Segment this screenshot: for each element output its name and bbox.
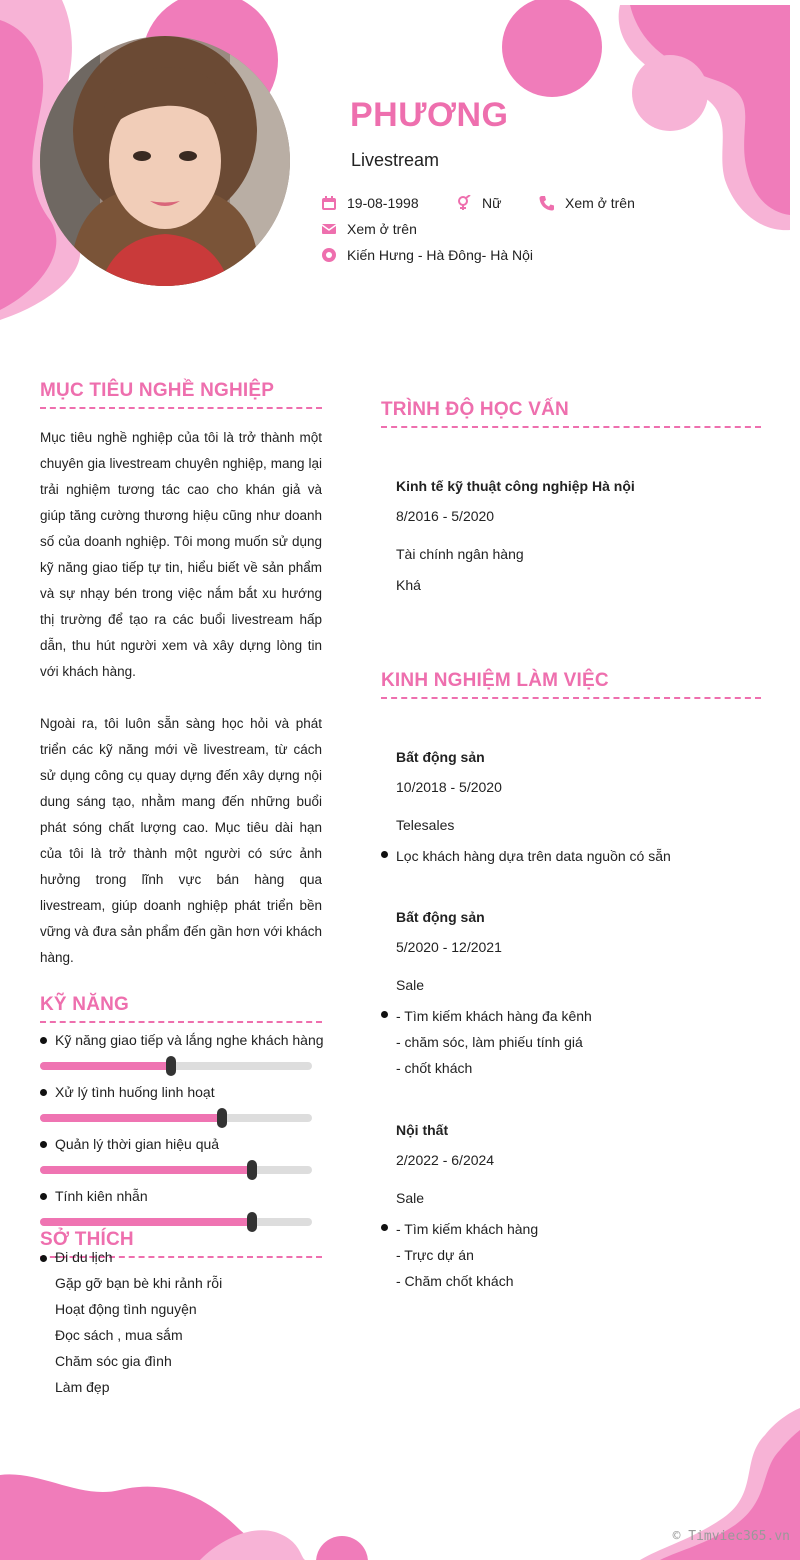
hobbies-title: SỞ THÍCH xyxy=(40,1229,322,1258)
hobby-item: Gặp gỡ bạn bè khi rảnh rỗi xyxy=(55,1275,223,1291)
calendar-icon xyxy=(321,195,337,211)
job-detail: Lọc khách hàng dựa trên data nguồn có sẵn xyxy=(396,848,671,864)
address-value: Kiến Hưng - Hà Đông- Hà Nội xyxy=(347,247,534,263)
job-detail-bullet xyxy=(381,1224,388,1231)
skill-bar-knob xyxy=(247,1160,257,1180)
job-company: Bất động sản xyxy=(396,749,485,765)
phone-icon xyxy=(539,195,555,211)
job-period: 2/2022 - 6/2024 xyxy=(396,1152,495,1168)
gender-icon xyxy=(456,195,472,211)
job-period: 5/2020 - 12/2021 xyxy=(396,939,502,955)
skill-bar xyxy=(40,1166,312,1174)
skill-bar-knob xyxy=(217,1108,227,1128)
job-period: 10/2018 - 5/2020 xyxy=(396,779,502,795)
skill-bar-fill xyxy=(40,1114,222,1122)
job-company: Bất động sản xyxy=(396,909,485,925)
skill-bar-fill xyxy=(40,1062,171,1070)
job-role: Sale xyxy=(396,1190,425,1206)
candidate-name: PHƯƠNG xyxy=(350,96,509,134)
skill-bar-fill xyxy=(40,1218,252,1226)
email-value: Xem ở trên xyxy=(347,221,417,237)
hobby-bullet xyxy=(40,1255,47,1262)
address-field xyxy=(321,247,533,263)
education-major: Tài chính ngân hàng xyxy=(396,546,524,562)
phone-value: Xem ở trên xyxy=(565,195,635,211)
job-role: Telesales xyxy=(396,817,455,833)
job-detail: - Tìm kiếm khách hàng xyxy=(396,1221,539,1237)
location-icon xyxy=(321,247,337,263)
experience-title: KINH NGHIỆM LÀM VIỆC xyxy=(381,670,761,699)
gender-value: Nữ xyxy=(482,195,502,211)
skill-name: Tính kiên nhẫn xyxy=(55,1188,148,1204)
education-grade: Khá xyxy=(396,577,421,593)
job-company: Nội thất xyxy=(396,1122,449,1138)
skill-bullet xyxy=(40,1089,47,1096)
objective-paragraph-2: Ngoài ra, tôi luôn sẵn sàng học hỏi và phát triển các kỹ năng mới về livestream, từ cách sử dụng công cụ quay dựng đến xây dựng nội dung sáng tạo, nhằm mang đến những buổi phát sóng chất lượng cao. Mục tiêu dài hạn của tôi là trở thành một người có sức ảnh hưởng trong lĩnh vực bán hàng qua livestream, giúp doanh nghiệp phát triển bền vững và đưa sản phẩm đến gần hơn với khách hàng. xyxy=(40,716,322,965)
job-detail: - Trực dự án xyxy=(396,1247,474,1263)
education-title: TRÌNH ĐỘ HỌC VẤN xyxy=(381,399,761,428)
objective-title: MỤC TIÊU NGHỀ NGHIỆP xyxy=(40,380,322,409)
watermark: © Timviec365.vn xyxy=(672,1529,790,1544)
skill-bullet xyxy=(40,1141,47,1148)
education-school: Kinh tế kỹ thuật công nghiệp Hà nội xyxy=(396,478,635,494)
dob-field xyxy=(321,195,419,211)
dob-value: 19-08-1998 xyxy=(347,195,419,211)
skill-name: Xử lý tình huống linh hoạt xyxy=(55,1084,215,1100)
hobby-item: Đọc sách , mua sắm xyxy=(55,1327,183,1343)
skill-name: Kỹ năng giao tiếp và lắng nghe khách hàng xyxy=(55,1032,324,1048)
skill-bar xyxy=(40,1062,312,1070)
skill-name: Quản lý thời gian hiệu quả xyxy=(55,1136,220,1152)
job-detail-bullet xyxy=(381,1011,388,1018)
job-detail: - Tìm kiếm khách hàng đa kênh xyxy=(396,1008,592,1024)
job-detail: - chốt khách xyxy=(396,1060,473,1076)
skill-bullet xyxy=(40,1193,47,1200)
hobby-item: Làm đẹp xyxy=(55,1379,110,1395)
skill-bar-fill xyxy=(40,1166,252,1174)
hobby-item: Chăm sóc gia đình xyxy=(55,1353,172,1369)
job-detail: - chăm sóc, làm phiếu tính giá xyxy=(396,1034,583,1050)
skill-bullet xyxy=(40,1037,47,1044)
profile-photo xyxy=(40,36,290,286)
email-field xyxy=(321,221,417,237)
phone-field xyxy=(539,195,635,211)
gender-field xyxy=(456,195,501,211)
skill-bar xyxy=(40,1218,312,1226)
hobby-item: Đi du lịch xyxy=(55,1249,113,1265)
skill-bar xyxy=(40,1114,312,1122)
skills-title: KỸ NĂNG xyxy=(40,994,322,1023)
job-role: Sale xyxy=(396,977,425,993)
job-detail-bullet xyxy=(381,851,388,858)
skill-bar-knob xyxy=(166,1056,176,1076)
job-position: Livestream xyxy=(351,150,440,170)
hobby-item: Hoạt động tình nguyện xyxy=(55,1301,197,1317)
job-detail: - Chăm chốt khách xyxy=(396,1273,514,1289)
email-icon xyxy=(321,221,337,237)
objective-paragraph-1: Mục tiêu nghề nghiệp của tôi là trở thành một chuyên gia livestream chuyên nghiệp, mang lại trải nghiệm tương tác cao cho khán giả và giúp tăng cường thương hiệu cũng như doanh số của doanh nghiệp. Tôi mong muốn sử dụng kỹ năng giao tiếp tự tin, hiểu biết về sản phẩm và sự nhạy bén trong việc nắm bắt xu hướng thị trường để tạo ra các buổi livestream hấp dẫn, thu hút người xem và xây dựng lòng tin với khách hàng. xyxy=(40,430,322,679)
education-period: 8/2016 - 5/2020 xyxy=(396,508,495,524)
